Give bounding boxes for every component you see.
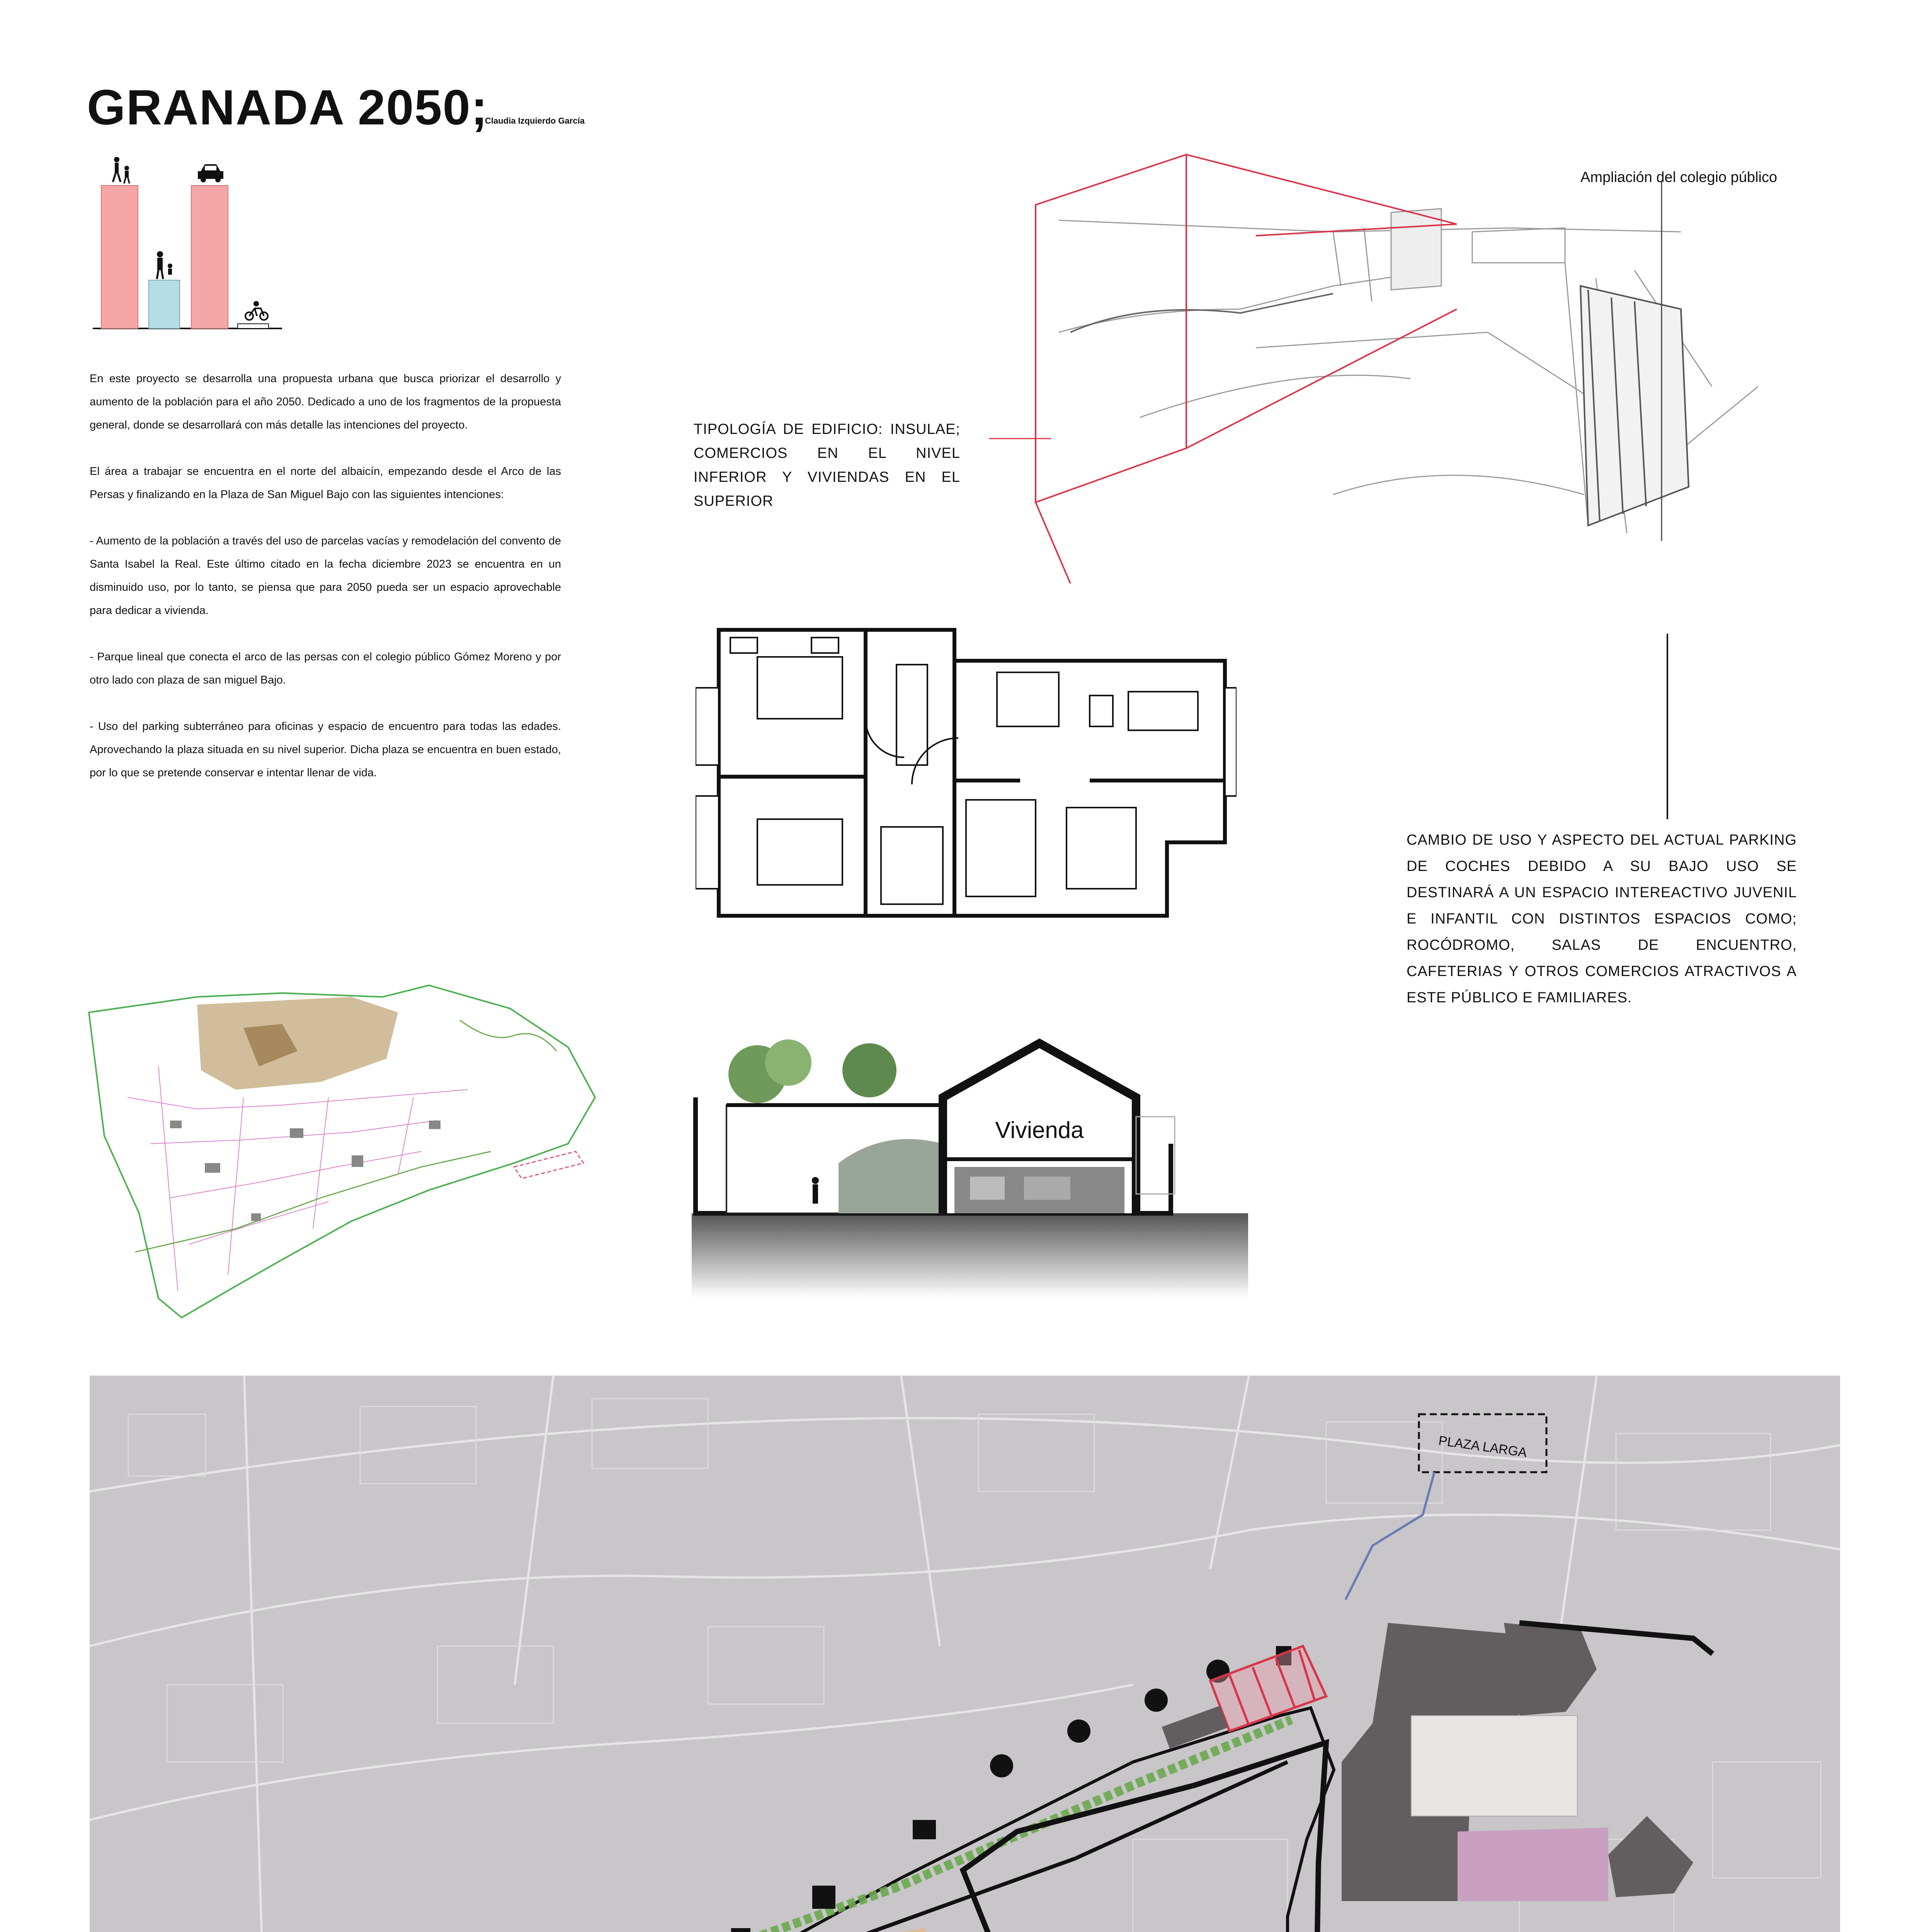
floor-plan bbox=[696, 618, 1237, 927]
intro-paragraph: En este proyecto se desarrolla una propuesta urbana que busca priorizar el desarrollo y aumento de la población para el año 2050. Dedicado a uno de los fragmentos de la propuesta general, donde se desarrollará con más detalle las intenciones del proyecto. bbox=[90, 372, 561, 431]
mobility-chart bbox=[93, 153, 286, 332]
family-icon bbox=[157, 251, 172, 279]
car-icon bbox=[198, 164, 223, 182]
label-tipologia: TIPOLOGÍA DE EDIFICIO: INSULAE; COMERCIOS EN EL NIVEL INFERIOR Y VIVIENDAS EN EL SUPERIOR bbox=[694, 421, 960, 509]
intro-paragraph: - Uso del parking subterráneo para oficinas y espacio de encuentro para todas las edades. Aprovechando la plaza situada en su nivel superior. Dicha plaza se encuentra en buen estado, por lo que se pretende conservar e intentar llenar de vida. bbox=[90, 720, 561, 779]
label-ampliacion: Ampliación del colegio público bbox=[1580, 169, 1778, 185]
plaza-larga-label: PLAZA LARGA bbox=[1437, 1433, 1528, 1460]
bicycle-icon bbox=[245, 302, 268, 320]
perspective-sketch bbox=[1024, 147, 1758, 649]
author-name: Claudia Izquierdo García bbox=[485, 116, 585, 126]
intro-text bbox=[90, 367, 561, 808]
intro-paragraph: El área a trabajar se encuentra en el norte del albaicín, empezando desde el Arco de las Persas y finalizando en la Plaza de San Miguel Bajo con las siguientes intenciones: bbox=[90, 465, 561, 501]
bar-pedestrian bbox=[101, 185, 138, 328]
tipologia-leader bbox=[989, 437, 1051, 440]
building-section bbox=[692, 1028, 1248, 1298]
overview-map bbox=[81, 981, 599, 1329]
page-title: GRANADA 2050; bbox=[87, 80, 488, 135]
section-label-vivienda: Vivienda bbox=[995, 1117, 1084, 1143]
bar-bicycle bbox=[238, 324, 269, 328]
intro-paragraph: - Parque lineal que conecta el arco de las persas con el colegio público Gómez Moreno y por otro lado con plaza de san miguel Bajo. bbox=[90, 651, 561, 686]
label-cambio-uso: CAMBIO DE USO Y ASPECTO DEL ACTUAL PARKING DE COCHES DEBIDO A SU BAJO USO SE DESTINARÁ A UN ESPACIO INTEREACTIVO JUVENIL E INFANTIL CON DISTINTOS ESPACIOS COMO; ROCÓDROMO, SALAS DE ENCUENTRO, CAFETERIAS Y OTROS COMERCIOS ATRACTIVOS A ESTE PÚBLICO E FAMILIARES. bbox=[1407, 832, 1797, 1006]
bar-family bbox=[149, 280, 180, 328]
bar-car bbox=[191, 185, 228, 328]
site-plan bbox=[90, 1376, 1840, 1932]
pedestrian-icon bbox=[113, 157, 129, 184]
cambio-leader bbox=[1665, 634, 1669, 819]
intro-paragraph: - Aumento de la población a través del uso de parcelas vacías y remodelación del convento de Santa Isabel la Real. Este último citado en la fecha diciembre 2023 se encuentra en un disminuido uso, por lo tanto, se piensa que para 2050 pueda ser un espacio aprovechable para dedicar a vivienda. bbox=[90, 535, 561, 617]
